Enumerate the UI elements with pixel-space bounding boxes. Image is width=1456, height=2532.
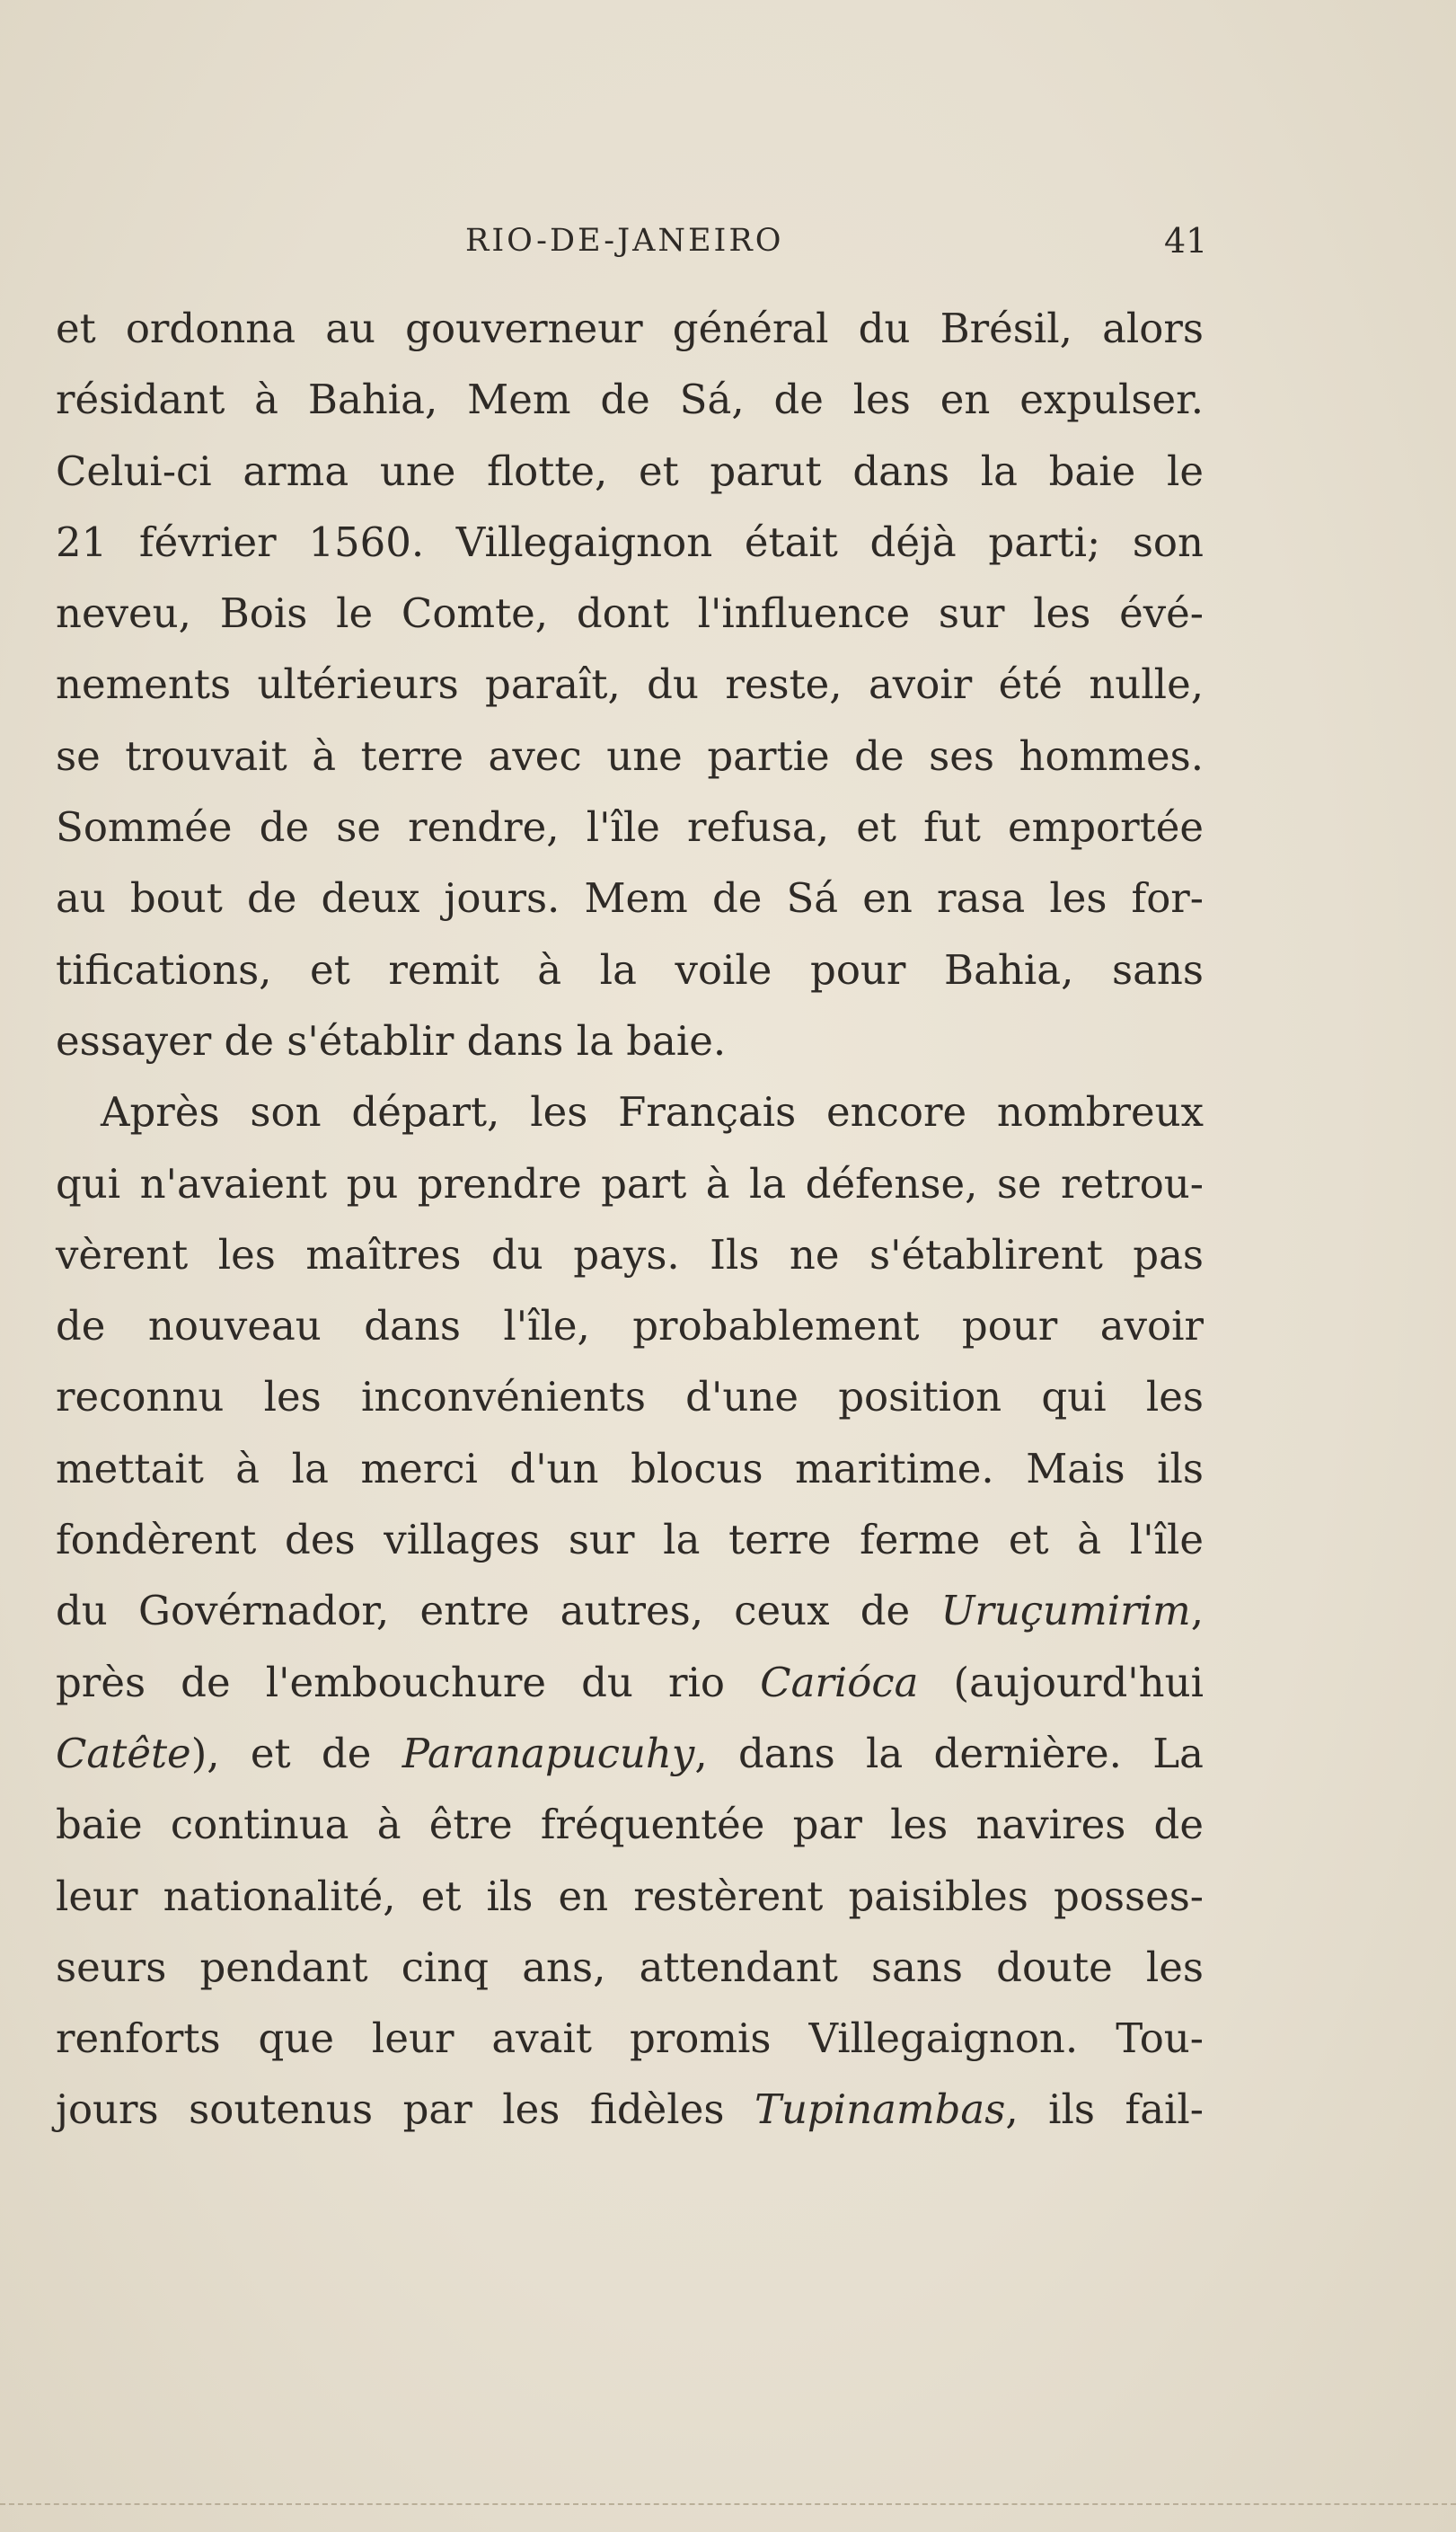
text-line: près de l'embouchure du rio Carióca (aujourd'hui: [56, 1658, 1204, 1706]
text-line: vèrent les maîtres du pays. Ils ne s'établirent pas: [56, 1230, 1204, 1279]
paragraph-1: [56, 293, 1204, 1076]
text-line: du Govérnador, entre autres, ceux de Uruçumirim,: [56, 1587, 1204, 1635]
text-line: baie continua à être fréquentée par les navires de: [56, 1801, 1204, 1849]
text-line: qui n'avaient pu prendre part à la défense, se retrou-: [56, 1159, 1204, 1208]
running-title: RIO-DE-JANEIRO: [465, 223, 784, 259]
text-line: mettait à la merci d'un blocus maritime. Mais ils: [56, 1444, 1204, 1492]
place-name: Paranapucuhy: [402, 1729, 695, 1777]
text-line: renforts que leur avait promis Villegaignon. Tou-: [56, 2014, 1204, 2063]
text-line: reconnu les inconvénients d'une position qui les: [56, 1373, 1204, 1421]
text-line: seurs pendant cinq ans, attendant sans doute les: [56, 1943, 1204, 1991]
text-line: Sommée de se rendre, l'île refusa, et fut emportée: [56, 803, 1204, 852]
place-name: Carióca: [760, 1658, 919, 1706]
place-name: Uruçumirim: [940, 1587, 1191, 1635]
text-line: jours soutenus par les fidèles Tupinambas, ils fail-: [56, 2085, 1205, 2134]
text-line: leur nationalité, et ils en restèrent paisibles posses-: [56, 1872, 1204, 1920]
text-line: Catête), et de Paranapucuhy, dans la dernière. La: [56, 1729, 1204, 1777]
text-line: fondèrent des villages sur la terre ferme et à l'île: [56, 1516, 1204, 1564]
text-line: se trouvait à terre avec une partie de ses hommes.: [56, 731, 1204, 780]
text-line: Après son départ, les Français encore nombreux: [101, 1088, 1204, 1137]
text-line: essayer de s'établir dans la baie.: [56, 1016, 727, 1065]
text-line: résidant à Bahia, Mem de Sá, de les en expulser.: [56, 376, 1204, 424]
body-text: [56, 293, 1204, 2146]
text-line: tifications, et remit à la voile pour Bahia, sans: [56, 945, 1204, 994]
text-line: au bout de deux jours. Mem de Sá en rasa les for-: [56, 874, 1204, 923]
tribe-name: Tupinambas: [754, 2085, 1006, 2134]
text-line: nements ultérieurs paraît, du reste, avoir été nulle,: [56, 660, 1204, 709]
text-line: Celui-ci arma une flotte, et parut dans la baie le: [56, 447, 1204, 495]
bottom-edge-rule: [0, 2503, 1456, 2507]
text-line: 21 février 1560. Villegaignon était déjà parti; son: [56, 518, 1204, 566]
page-number: 41: [1164, 221, 1208, 261]
place-name: Catête: [56, 1729, 191, 1777]
text-line: de nouveau dans l'île, probablement pour avoir: [56, 1302, 1204, 1350]
running-head: [0, 214, 1456, 268]
paragraph-2: [56, 1076, 1204, 2145]
text-line: neveu, Bois le Comte, dont l'influence sur les évé-: [56, 589, 1204, 638]
text-line: et ordonna au gouverneur général du Brésil, alors: [56, 305, 1204, 352]
